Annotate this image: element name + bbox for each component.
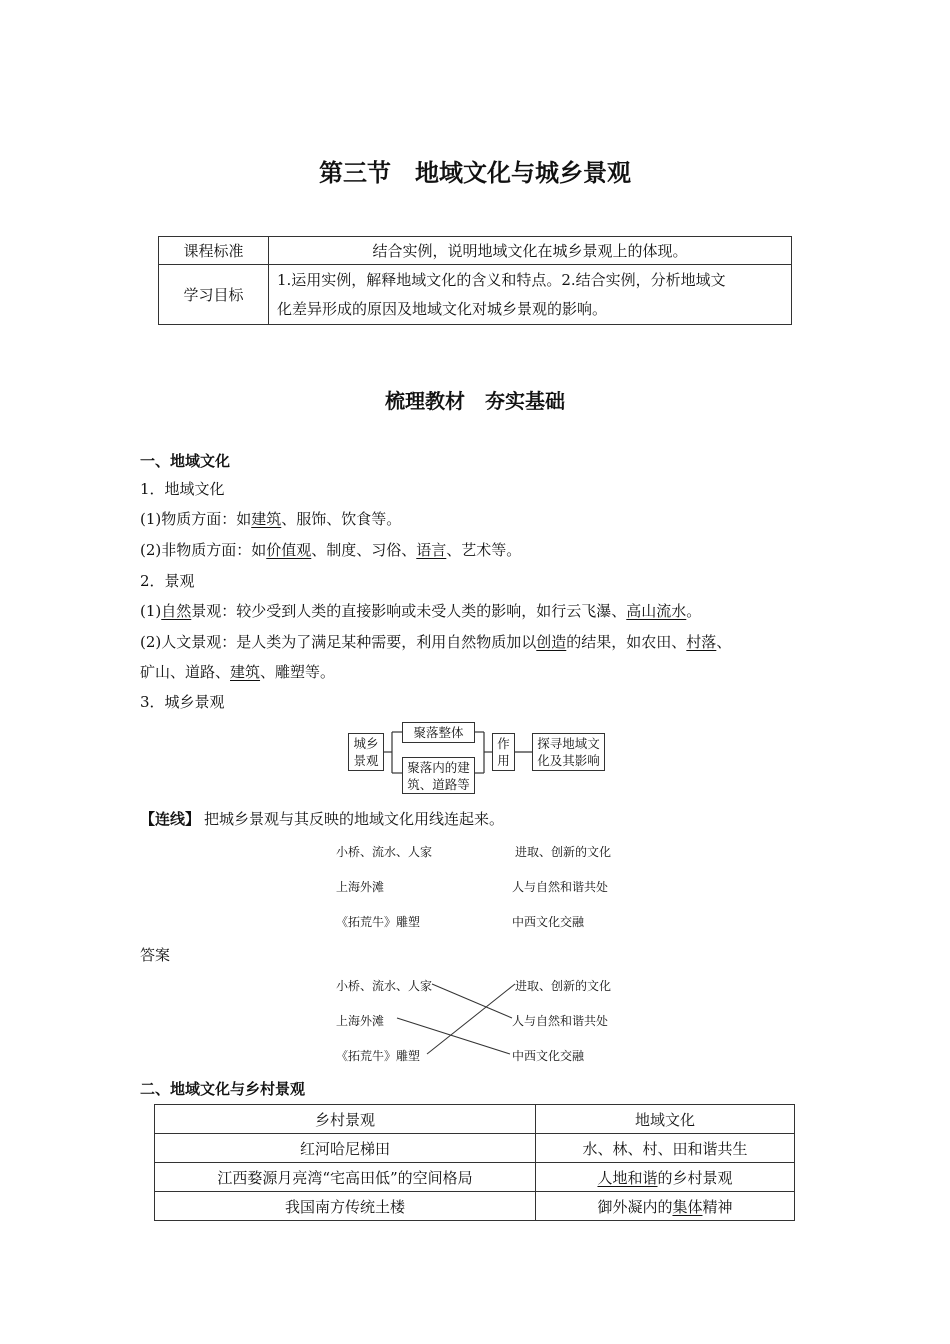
text: 聚落内的建 bbox=[407, 760, 470, 775]
connect-left-item: 小桥、流水、人家 bbox=[336, 845, 433, 859]
answer-left-item: 小桥、流水、人家 bbox=[336, 979, 433, 993]
answer-line bbox=[427, 984, 515, 1054]
text: (1) bbox=[140, 602, 162, 620]
connect-right-item: 人与自然和谐共处 bbox=[512, 880, 609, 894]
answer-blank: 建筑 bbox=[251, 510, 282, 528]
answer-line bbox=[432, 984, 512, 1018]
diagram-function-box bbox=[492, 733, 515, 771]
non-material-aspect-line bbox=[140, 539, 521, 560]
connect-left-item: 《拓荒牛》雕塑 bbox=[336, 915, 421, 929]
text: 用 bbox=[497, 753, 510, 768]
text: 筑、道路等 bbox=[407, 777, 470, 792]
text: 、雕塑等。 bbox=[260, 663, 336, 681]
natural-landscape-line bbox=[140, 600, 701, 621]
table-row bbox=[155, 1192, 795, 1221]
text: 、艺术等。 bbox=[446, 541, 522, 559]
text: 探寻地域文 bbox=[537, 736, 600, 751]
diagram-root-box bbox=[348, 733, 384, 771]
item-regional-culture: 1．地域文化 bbox=[140, 480, 225, 498]
answer-blank: 人地和谐 bbox=[597, 1168, 658, 1187]
table-cell: 水、林、村、田和谐共生 bbox=[536, 1134, 795, 1163]
curriculum-standards-table bbox=[158, 236, 792, 325]
text: 的乡村景观 bbox=[657, 1168, 733, 1187]
table-header-row bbox=[155, 1105, 795, 1134]
table-cell: 红河哈尼梯田 bbox=[155, 1134, 536, 1163]
answer-left-item: 上海外滩 bbox=[336, 1014, 385, 1028]
text: 景观：较少受到人类的直接影响或未受人类的影响，如行云飞瀑、 bbox=[191, 602, 627, 620]
answer-left-item: 《拓荒牛》雕塑 bbox=[336, 1049, 421, 1063]
text: 作 bbox=[497, 736, 510, 751]
text: (2)人文景观：是人类为了满足某种需要，利用自然物质加以 bbox=[140, 633, 537, 651]
cultural-landscape-line bbox=[140, 631, 731, 652]
text: 城乡 bbox=[353, 736, 379, 751]
text: (2)非物质方面：如 bbox=[140, 541, 267, 559]
text: 景观 bbox=[353, 753, 379, 768]
objectives-label: 学习目标 bbox=[159, 265, 269, 325]
table-cell: 江西婺源月亮湾“宅高田低”的空间格局 bbox=[155, 1163, 536, 1192]
text: 、服饰、饮食等。 bbox=[281, 510, 402, 528]
connect-right-item: 中西文化交融 bbox=[512, 915, 585, 929]
objectives-line-1: 1.运用实例，解释地域文化的含义和特点。2.结合实例，分析地域文 bbox=[277, 270, 726, 289]
table-cell bbox=[536, 1163, 795, 1192]
diagram-settlement-whole-box: 聚落整体 bbox=[402, 722, 475, 743]
connect-left-item: 上海外滩 bbox=[336, 880, 385, 894]
material-aspect-line bbox=[140, 508, 401, 529]
page-title: 第三节 地域文化与城乡景观 bbox=[319, 159, 631, 187]
answer-blank: 高山流水 bbox=[626, 602, 687, 620]
answer-blank: 自然 bbox=[161, 602, 192, 620]
item-urban-rural-landscape: 3．城乡景观 bbox=[140, 693, 225, 711]
table-cell: 我国南方传统土楼 bbox=[155, 1192, 536, 1221]
heading-regional-culture: 一、地域文化 bbox=[140, 452, 231, 470]
answer-right-item: 进取、创新的文化 bbox=[515, 979, 612, 993]
objectives-text bbox=[269, 265, 792, 325]
text: 。 bbox=[686, 602, 702, 620]
answer-blank: 集体 bbox=[672, 1197, 703, 1216]
table-row bbox=[155, 1163, 795, 1192]
text: 精神 bbox=[702, 1197, 733, 1216]
item-landscape: 2．景观 bbox=[140, 572, 195, 590]
text: 矿山、道路、 bbox=[140, 663, 231, 681]
column-header: 地域文化 bbox=[536, 1105, 795, 1134]
answer-label: 答案 bbox=[140, 946, 171, 964]
rural-landscape-table bbox=[154, 1104, 795, 1221]
table-cell bbox=[536, 1192, 795, 1221]
connect-instruction: 把城乡景观与其反映的地域文化用线连起来。 bbox=[204, 810, 505, 828]
text: (1)物质方面：如 bbox=[140, 510, 252, 528]
standards-text: 结合实例，说明地域文化在城乡景观上的体现。 bbox=[269, 237, 792, 265]
heading-rural-landscape: 二、地域文化与乡村景观 bbox=[140, 1080, 306, 1098]
connect-instruction-line bbox=[140, 808, 504, 829]
table-row bbox=[155, 1134, 795, 1163]
diagram-result-box bbox=[532, 733, 605, 771]
text: 的结果，如农田、 bbox=[566, 633, 687, 651]
text: 、 bbox=[716, 633, 732, 651]
cultural-landscape-line-cont bbox=[140, 661, 335, 682]
text: 化及其影响 bbox=[537, 753, 600, 768]
answer-right-item: 中西文化交融 bbox=[512, 1049, 585, 1063]
standards-label: 课程标准 bbox=[159, 237, 269, 265]
column-header: 乡村景观 bbox=[155, 1105, 536, 1134]
answer-blank: 创造 bbox=[536, 633, 567, 651]
connect-right-item: 进取、创新的文化 bbox=[515, 845, 612, 859]
diagram-buildings-box bbox=[402, 757, 475, 794]
text: 御外凝内的 bbox=[597, 1197, 673, 1216]
text: 、制度、习俗、 bbox=[311, 541, 417, 559]
answer-right-item: 人与自然和谐共处 bbox=[512, 1014, 609, 1028]
answer-blank: 价值观 bbox=[266, 541, 312, 559]
answer-blank: 语言 bbox=[416, 541, 447, 559]
answer-blank: 村落 bbox=[686, 633, 717, 651]
connect-label: 【连线】 bbox=[140, 810, 201, 828]
answer-blank: 建筑 bbox=[230, 663, 261, 681]
section-title: 梳理教材 夯实基础 bbox=[385, 389, 565, 413]
objectives-line-2: 化差异形成的原因及地域文化对城乡景观的影响。 bbox=[277, 299, 608, 318]
